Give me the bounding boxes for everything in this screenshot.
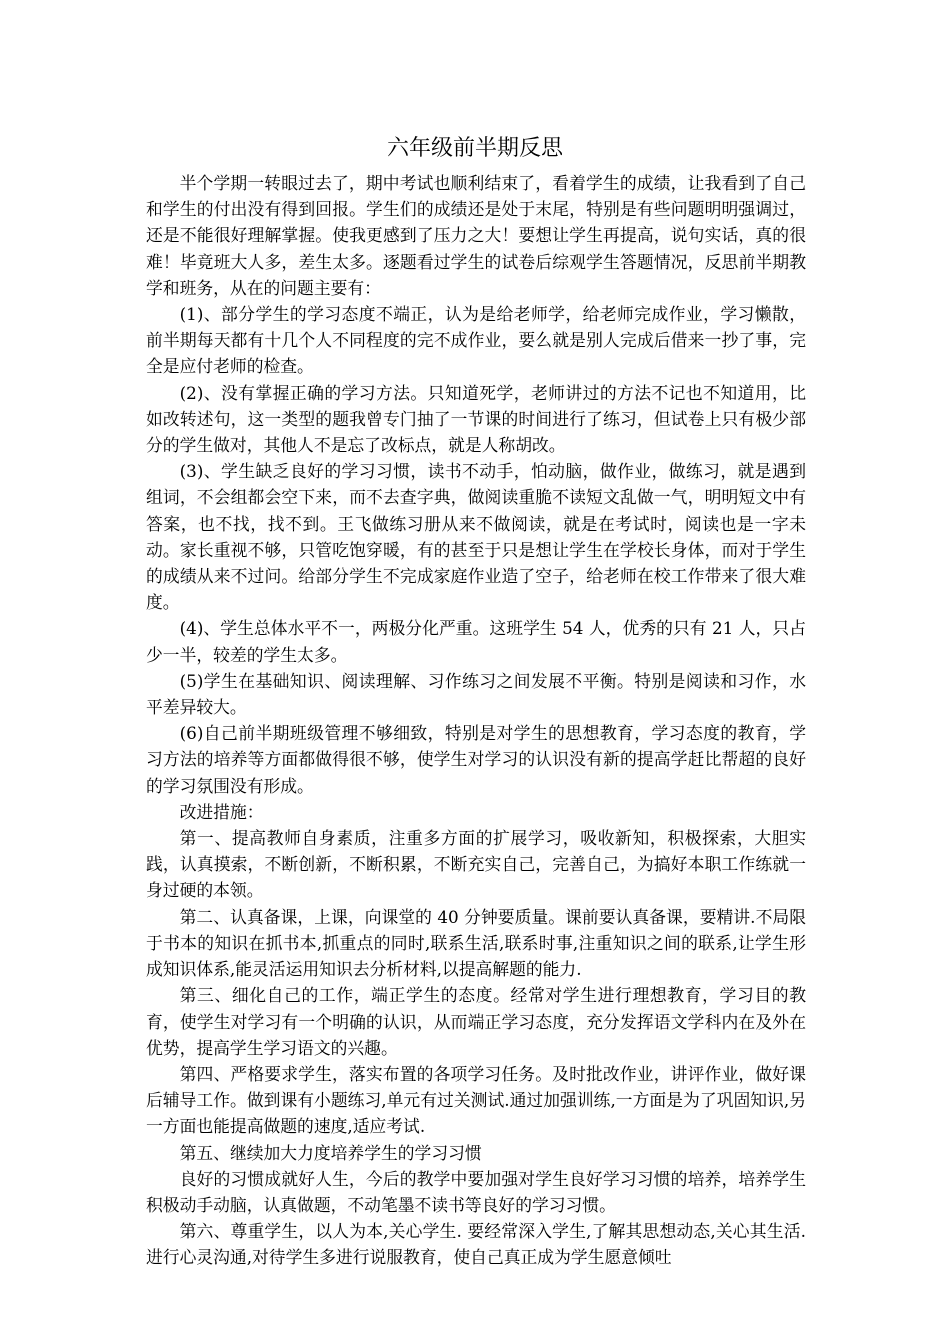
paragraph-problem-1: (1)、部分学生的学习态度不端正，认为是给老师学，给老师完成作业，学习懒散，前半期每天都有十几个人不同程度的完不成作业，要么就是别人完成后借来一抄了事，完全是应付老师的检查。 <box>146 304 806 377</box>
paragraph-measures-heading: 改进措施： <box>179 801 264 822</box>
paragraph-measure-2: 第二、认真备课，上课，向课堂的 40 分钟要质量。课前要认真备课，要精讲.不局限于书本的知识在抓书本,抓重点的同时,联系生活,联系时事,注重知识之间的联系,让学生形成知识体系,能灵活运用知识去分析材料,以提高解题的能力. <box>146 906 806 980</box>
paragraph-measure-5: 第五、继续加大力度培养学生的学习习惯 <box>179 1142 482 1163</box>
paragraph-intro: 半个学期一转眼过去了，期中考试也顺利结束了，看着学生的成绩，让我看到了自己和学生的付出没有得到回报。学生们的成绩还是处于末尾，特别是有些问题明明强调过，还是不能很好理解掌握。使我更感到了压力之大！要想让学生再提高，说句实话，真的很难！毕竟班大人多，差生太多。逐题看过学生的试卷后综观学生答题情况，反思前半期教学和班务，从在的问题主要有： <box>146 173 806 298</box>
paragraph-problem-2: (2)、没有掌握正确的学习方法。只知道死学，老师讲过的方法不记也不知道用，比如改转述句，这一类型的题我曾专门抽了一节课的时间进行了练习，但试卷上只有极少部分的学生做对，其他人不是忘了改标点，就是人称胡改。 <box>146 382 806 456</box>
paragraph-problem-4: (4)、学生总体水平不一，两极分化严重。这班学生 54 人，优秀的只有 21 人，只占少一半，较差的学生太多。 <box>146 618 806 665</box>
paragraph-problem-3: (3)、学生缺乏良好的学习习惯，读书不动手，怕动脑，做作业，做练习，就是遇到组词，不会组都会空下来，而不去查字典，做阅读重脆不读短文乱做一气，明明短文中有答案，也不找，找不到。王飞做练习册从来不做阅读，就是在考试时，阅读也是一字未动。家长重视不够，只管吃饱穿暖，有的甚至于只是想让学生在学校长身体，而对于学生的成绩从来不过问。给部分学生不完成家庭作业造了空子，给老师在校工作带来了很大难度。 <box>146 461 806 613</box>
paragraph-measure-5-detail: 良好的习惯成就好人生，今后的教学中要加强对学生良好学习习惯的培养，培养学生积极动手动脑，认真做题，不动笔墨不读书等良好的学习习惯。 <box>146 1168 806 1215</box>
paragraph-problem-6: (6)自己前半期班级管理不够细致，特别是对学生的思想教育，学习态度的教育，学习方法的培养等方面都做得很不够，使学生对学习的认识没有新的提高学赶比帮超的良好的学习氛围没有形成。 <box>146 723 806 796</box>
paragraph-measure-3: 第三、细化自己的工作，端正学生的态度。经常对学生进行理想教育，学习目的教育，使学生对学习有一个明确的认识，从而端正学习态度，充分发挥语文学科内在及外在优势，提高学生学习语文的兴趣。 <box>146 985 806 1058</box>
paragraph-measure-6: 第六、尊重学生，以人为本,关心学生. 要经常深入学生,了解其思想动态,关心其生活.进行心灵沟通,对待学生多进行说服教育，使自己真正成为学生愿意倾吐 <box>146 1221 806 1268</box>
paragraph-measure-1: 第一、提高教师自身素质，注重多方面的扩展学习，吸收新知，积极探索，大胆实践，认真摸索，不断创新，不断积累，不断充实自己，完善自己，为搞好本职工作练就一身过硬的本领。 <box>146 828 806 901</box>
paragraph-measure-4: 第四、严格要求学生，落实布置的各项学习任务。及时批改作业，讲评作业，做好课后辅导工作。做到课有小题练习,单元有过关测试.通过加强训练,一方面是为了巩固知识,另一方面也能提高做题的速度,适应考试. <box>146 1063 806 1137</box>
paragraph-problem-5: (5)学生在基础知识、阅读理解、习作练习之间发展不平衡。特别是阅读和习作，水平差异较大。 <box>146 670 806 718</box>
document-title: 六年级前半期反思 <box>386 136 563 161</box>
document-body <box>146 170 806 1271</box>
